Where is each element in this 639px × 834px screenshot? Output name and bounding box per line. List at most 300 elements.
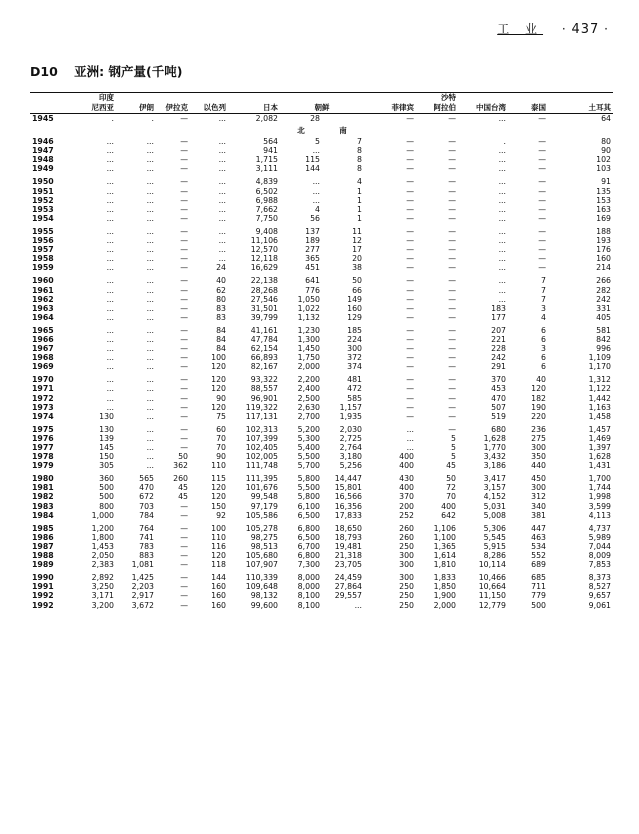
value-cell: 220	[531, 411, 546, 421]
value-cell: 534	[531, 541, 546, 551]
value-cell: 177	[491, 312, 506, 322]
year-cell: 1968	[32, 353, 54, 363]
value-cell: 109,648	[245, 582, 278, 592]
value-cell: —	[180, 146, 188, 156]
value-cell: 400	[441, 501, 456, 511]
value-cell: —	[448, 344, 456, 354]
value-cell: 12,118	[250, 254, 278, 264]
value-cell: 9,408	[255, 226, 278, 236]
value-cell: —	[180, 353, 188, 363]
value-cell: 3,417	[483, 474, 506, 484]
value-cell: 12,779	[478, 600, 506, 610]
value-cell: 8,000	[297, 582, 320, 592]
value-cell: —	[406, 384, 414, 394]
value-cell: ...	[146, 312, 154, 322]
value-cell: 3,200	[91, 600, 114, 610]
value-cell: 5	[451, 433, 456, 443]
value-cell: ...	[218, 204, 226, 214]
value-cell: 45	[178, 483, 188, 493]
value-cell: —	[406, 312, 414, 322]
column-header: 泰国	[508, 103, 548, 114]
value-cell: ...	[498, 164, 506, 174]
value-cell: 135	[596, 186, 611, 196]
value-cell: ...	[312, 186, 320, 196]
value-cell: 27,546	[250, 294, 278, 304]
value-cell: —	[406, 303, 414, 313]
value-cell: 214	[596, 263, 611, 273]
value-cell: ...	[146, 254, 154, 264]
value-cell: 1,457	[588, 424, 611, 434]
table-row	[30, 362, 613, 371]
value-cell: 70	[216, 443, 226, 452]
value-cell: —	[448, 362, 456, 372]
value-cell: —	[180, 263, 188, 273]
value-cell: 2,500	[297, 393, 320, 403]
value-cell: 189	[305, 236, 320, 246]
korea-subheader-row	[30, 123, 613, 137]
value-cell: —	[180, 164, 188, 174]
value-cell: —	[180, 204, 188, 214]
value-cell: 1,109	[588, 353, 611, 363]
value-cell: 193	[596, 236, 611, 246]
value-cell: —	[448, 303, 456, 313]
column-header-top	[364, 93, 416, 104]
value-cell: —	[448, 236, 456, 246]
value-cell: ...	[146, 263, 154, 273]
value-cell: —	[180, 393, 188, 403]
value-cell: 365	[305, 254, 320, 264]
value-cell: 1	[357, 204, 362, 214]
value-cell: 5,545	[483, 532, 506, 542]
value-cell: —	[180, 236, 188, 246]
value-cell: 642	[441, 510, 456, 520]
value-cell: 75	[216, 411, 226, 421]
year-cell: 1970	[32, 375, 54, 385]
value-cell: 500	[99, 483, 114, 493]
value-cell: ...	[106, 303, 114, 313]
value-cell: 39,799	[250, 312, 278, 322]
value-cell: ...	[406, 433, 414, 443]
value-cell: 400	[399, 483, 414, 493]
table-row	[30, 286, 613, 295]
value-cell: ...	[146, 294, 154, 304]
value-cell: 99,548	[250, 492, 278, 502]
table-row	[30, 155, 613, 164]
value-cell: 38	[352, 263, 362, 273]
value-cell: ...	[106, 204, 114, 214]
value-cell: .	[151, 114, 154, 123]
value-cell: ...	[106, 254, 114, 264]
value-cell: ...	[498, 245, 506, 255]
table-row	[30, 573, 613, 582]
value-cell: 470	[139, 483, 154, 493]
value-cell: 17	[352, 245, 362, 255]
value-cell: ...	[106, 325, 114, 335]
table-row	[30, 326, 613, 335]
table-row	[30, 601, 613, 610]
value-cell: 7,750	[255, 213, 278, 223]
value-cell: —	[180, 591, 188, 601]
year-cell: 1992	[32, 600, 54, 610]
value-cell: 93,322	[250, 375, 278, 385]
value-cell: 266	[596, 276, 611, 286]
value-cell: 116	[211, 541, 226, 551]
table-row	[30, 542, 613, 551]
value-cell: 90	[216, 452, 226, 462]
table-row	[30, 591, 613, 600]
value-cell: 1,700	[588, 474, 611, 484]
subheader-cell	[156, 123, 190, 137]
value-cell: —	[538, 213, 546, 223]
value-cell: ...	[106, 155, 114, 165]
value-cell: 150	[211, 501, 226, 511]
value-cell: 7	[541, 294, 546, 304]
subheader-cell	[72, 123, 116, 137]
value-cell: 228	[491, 344, 506, 354]
value-cell: —	[180, 384, 188, 394]
value-cell: 1,312	[588, 375, 611, 385]
value-cell: 115	[211, 474, 226, 484]
value-cell: —	[180, 226, 188, 236]
column-header: 朝鲜	[280, 103, 364, 114]
value-cell: 1,163	[588, 402, 611, 412]
value-cell: 4	[357, 177, 362, 187]
value-cell: 23,705	[334, 560, 362, 570]
value-cell: 6,502	[255, 186, 278, 196]
value-cell: 70	[216, 433, 226, 443]
value-cell: ...	[146, 195, 154, 205]
value-cell: 56	[310, 213, 320, 223]
value-cell: 15,801	[334, 483, 362, 493]
value-cell: 685	[531, 573, 546, 583]
value-cell: 300	[399, 551, 414, 561]
value-cell: —	[180, 501, 188, 511]
value-cell: 400	[399, 461, 414, 471]
year-cell: 1961	[32, 285, 54, 295]
value-cell: 236	[531, 424, 546, 434]
column-header-top	[508, 93, 548, 104]
value-cell: 470	[491, 393, 506, 403]
year-cell: 1989	[32, 560, 54, 570]
value-cell: —	[180, 523, 188, 533]
value-cell: 447	[531, 523, 546, 533]
table-header	[30, 93, 613, 114]
value-cell: ...	[106, 402, 114, 412]
value-cell: —	[538, 155, 546, 165]
value-cell: —	[448, 213, 456, 223]
value-cell: 3,432	[483, 452, 506, 462]
value-cell: 4,152	[483, 492, 506, 502]
value-cell: ...	[106, 362, 114, 372]
value-cell: 370	[491, 375, 506, 385]
value-cell: 800	[99, 501, 114, 511]
value-cell: ...	[218, 155, 226, 165]
year-cell: 1990	[32, 573, 54, 583]
value-cell: 451	[305, 263, 320, 273]
column-header-top	[116, 93, 156, 104]
value-cell: —	[180, 285, 188, 295]
value-cell: 120	[211, 551, 226, 561]
value-cell: 2,400	[297, 384, 320, 394]
value-cell: —	[406, 393, 414, 403]
value-cell: 9,061	[588, 600, 611, 610]
value-cell: 883	[139, 551, 154, 561]
value-cell: 176	[596, 245, 611, 255]
value-cell: ...	[312, 146, 320, 156]
value-cell: 275	[531, 433, 546, 443]
value-cell: ...	[106, 245, 114, 255]
value-cell: 312	[531, 492, 546, 502]
value-cell: 1,770	[483, 443, 506, 452]
value-cell: 10,664	[478, 582, 506, 592]
value-cell: 120	[211, 483, 226, 493]
value-cell: ...	[146, 443, 154, 452]
value-cell: —	[406, 254, 414, 264]
value-cell: ...	[106, 213, 114, 223]
value-cell: 1,810	[433, 560, 456, 570]
value-cell: 3	[541, 303, 546, 313]
table-row	[30, 263, 613, 272]
value-cell: —	[180, 254, 188, 264]
value-cell: ...	[498, 263, 506, 273]
value-cell: —	[448, 254, 456, 264]
value-cell: 1,469	[588, 433, 611, 443]
value-cell: ...	[146, 155, 154, 165]
value-cell: 5,989	[588, 532, 611, 542]
value-cell: —	[406, 213, 414, 223]
value-cell: 150	[99, 452, 114, 462]
value-cell: 117,131	[245, 411, 278, 421]
year-cell: 1965	[32, 325, 54, 335]
column-header: 日本	[228, 103, 280, 114]
value-cell: 160	[596, 254, 611, 264]
table-body	[30, 114, 613, 610]
value-cell: ...	[146, 226, 154, 236]
value-cell: 519	[491, 411, 506, 421]
table-row	[30, 582, 613, 591]
value-cell: 381	[531, 510, 546, 520]
subheader-cell	[228, 123, 280, 137]
value-cell: 463	[531, 532, 546, 542]
value-cell: ...	[218, 137, 226, 147]
value-cell: 8	[357, 164, 362, 174]
value-cell: ...	[106, 195, 114, 205]
table-row	[30, 551, 613, 560]
value-cell: ...	[498, 285, 506, 295]
value-cell: 70	[446, 492, 456, 502]
value-cell: —	[180, 195, 188, 205]
value-cell: —	[448, 325, 456, 335]
column-header-top	[280, 93, 322, 104]
value-cell: 2,630	[297, 402, 320, 412]
value-cell: 1,998	[588, 492, 611, 502]
table-row	[30, 560, 613, 569]
value-cell: 160	[211, 582, 226, 592]
value-cell: 1,442	[588, 393, 611, 403]
value-cell: —	[448, 393, 456, 403]
value-cell: 137	[305, 226, 320, 236]
value-cell: 1,200	[91, 523, 114, 533]
value-cell: ...	[146, 236, 154, 246]
subheader-cell	[364, 123, 416, 137]
running-header	[497, 20, 609, 37]
value-cell: 60	[216, 424, 226, 434]
value-cell: 2,203	[131, 582, 154, 592]
year-cell: 1954	[32, 213, 54, 223]
value-cell: 1,425	[131, 573, 154, 583]
steel-production-table	[30, 92, 613, 610]
value-cell: ...	[146, 362, 154, 372]
value-cell: 1	[357, 213, 362, 223]
year-cell: 1967	[32, 344, 54, 354]
value-cell: —	[538, 146, 546, 156]
value-cell: ...	[218, 254, 226, 264]
value-cell: 430	[399, 474, 414, 484]
value-cell: 641	[305, 276, 320, 286]
table-row	[30, 313, 613, 322]
value-cell: 19,481	[334, 541, 362, 551]
value-cell: 130	[99, 411, 114, 421]
value-cell: .	[503, 137, 506, 147]
value-cell: 1,744	[588, 483, 611, 493]
value-cell: 305	[99, 461, 114, 471]
value-cell: ...	[106, 344, 114, 354]
table-row	[30, 205, 613, 214]
value-cell: ...	[146, 353, 154, 363]
column-header	[30, 103, 72, 114]
value-cell: —	[406, 285, 414, 295]
table-row	[30, 236, 613, 245]
value-cell: ...	[498, 186, 506, 196]
value-cell: 250	[399, 541, 414, 551]
value-cell: 7	[357, 137, 362, 147]
value-cell: ...	[218, 164, 226, 174]
column-header-top	[156, 93, 190, 104]
value-cell: 120	[211, 402, 226, 412]
year-cell: 1947	[32, 146, 54, 156]
value-cell: —	[406, 226, 414, 236]
value-cell: 11,106	[250, 236, 278, 246]
value-cell: 5	[315, 137, 320, 147]
value-cell: 1,935	[339, 411, 362, 421]
value-cell	[322, 114, 364, 124]
value-cell: ...	[498, 195, 506, 205]
value-cell: 5	[451, 452, 456, 462]
value-cell: 149	[347, 294, 362, 304]
value-cell: —	[448, 177, 456, 187]
subheader-cell	[190, 123, 228, 137]
year-cell: 1986	[32, 532, 54, 542]
value-cell: —	[406, 186, 414, 196]
value-cell: 3,186	[483, 461, 506, 471]
year-cell: 1960	[32, 276, 54, 286]
value-cell: ...	[146, 461, 154, 471]
value-cell: 1,081	[131, 560, 154, 570]
table-row	[30, 187, 613, 196]
value-cell: 300	[531, 483, 546, 493]
value-cell: ...	[106, 236, 114, 246]
table-row	[30, 452, 613, 461]
value-cell: —	[180, 276, 188, 286]
value-cell: —	[406, 344, 414, 354]
value-cell: 1,170	[588, 362, 611, 372]
year-cell: 1983	[32, 501, 54, 511]
value-cell: 110,339	[245, 573, 278, 583]
value-cell: 242	[596, 294, 611, 304]
value-cell: —	[406, 325, 414, 335]
value-cell: —	[448, 155, 456, 165]
value-cell: —	[448, 164, 456, 174]
value-cell: —	[406, 353, 414, 363]
value-cell: 31,501	[250, 303, 278, 313]
value-cell: 250	[399, 582, 414, 592]
value-cell: —	[448, 114, 456, 123]
value-cell: 101,676	[245, 483, 278, 493]
value-cell: 120	[211, 375, 226, 385]
value-cell: 80	[601, 137, 611, 147]
value-cell: 12,570	[250, 245, 278, 255]
column-header-top	[30, 93, 72, 104]
year-cell: 1945	[32, 114, 54, 123]
table-row	[30, 375, 613, 384]
value-cell: ...	[146, 325, 154, 335]
value-cell: 2,383	[91, 560, 114, 570]
value-cell: —	[406, 294, 414, 304]
value-cell: 24,459	[334, 573, 362, 583]
value-cell: 1	[357, 186, 362, 196]
value-cell: 29,557	[334, 591, 362, 601]
value-cell: ...	[498, 294, 506, 304]
value-cell: 97,179	[250, 501, 278, 511]
value-cell: 2,000	[297, 362, 320, 372]
value-cell: 111,395	[245, 474, 278, 484]
value-cell: 440	[531, 461, 546, 471]
value-cell: 500	[99, 492, 114, 502]
value-cell: ...	[218, 114, 226, 123]
value-cell: 4	[315, 204, 320, 214]
value-cell: —	[406, 263, 414, 273]
year-cell: 1975	[32, 424, 54, 434]
table-row	[30, 276, 613, 285]
value-cell: 741	[139, 532, 154, 542]
value-cell: 374	[347, 362, 362, 372]
value-cell: —	[538, 137, 546, 147]
value-cell: 90	[216, 393, 226, 403]
value-cell: 190	[531, 402, 546, 412]
table-row	[30, 254, 613, 263]
value-cell: .	[111, 114, 114, 123]
table-row	[30, 245, 613, 254]
value-cell: —	[180, 303, 188, 313]
value-cell: 102,005	[245, 452, 278, 462]
value-cell: 153	[596, 195, 611, 205]
value-cell: —	[448, 384, 456, 394]
value-cell: 7,662	[255, 204, 278, 214]
page-number: 437	[571, 22, 600, 37]
value-cell: —	[406, 375, 414, 385]
value-cell: 83	[216, 312, 226, 322]
value-cell: 6	[541, 334, 546, 344]
value-cell: 500	[531, 600, 546, 610]
value-cell: 102	[596, 155, 611, 165]
value-cell: 1,614	[433, 551, 456, 561]
year-cell: 1949	[32, 164, 54, 174]
value-cell: 98,132	[250, 591, 278, 601]
value-cell: ...	[106, 312, 114, 322]
value-cell: ...	[218, 195, 226, 205]
value-cell: ...	[146, 213, 154, 223]
table-row	[30, 146, 613, 155]
